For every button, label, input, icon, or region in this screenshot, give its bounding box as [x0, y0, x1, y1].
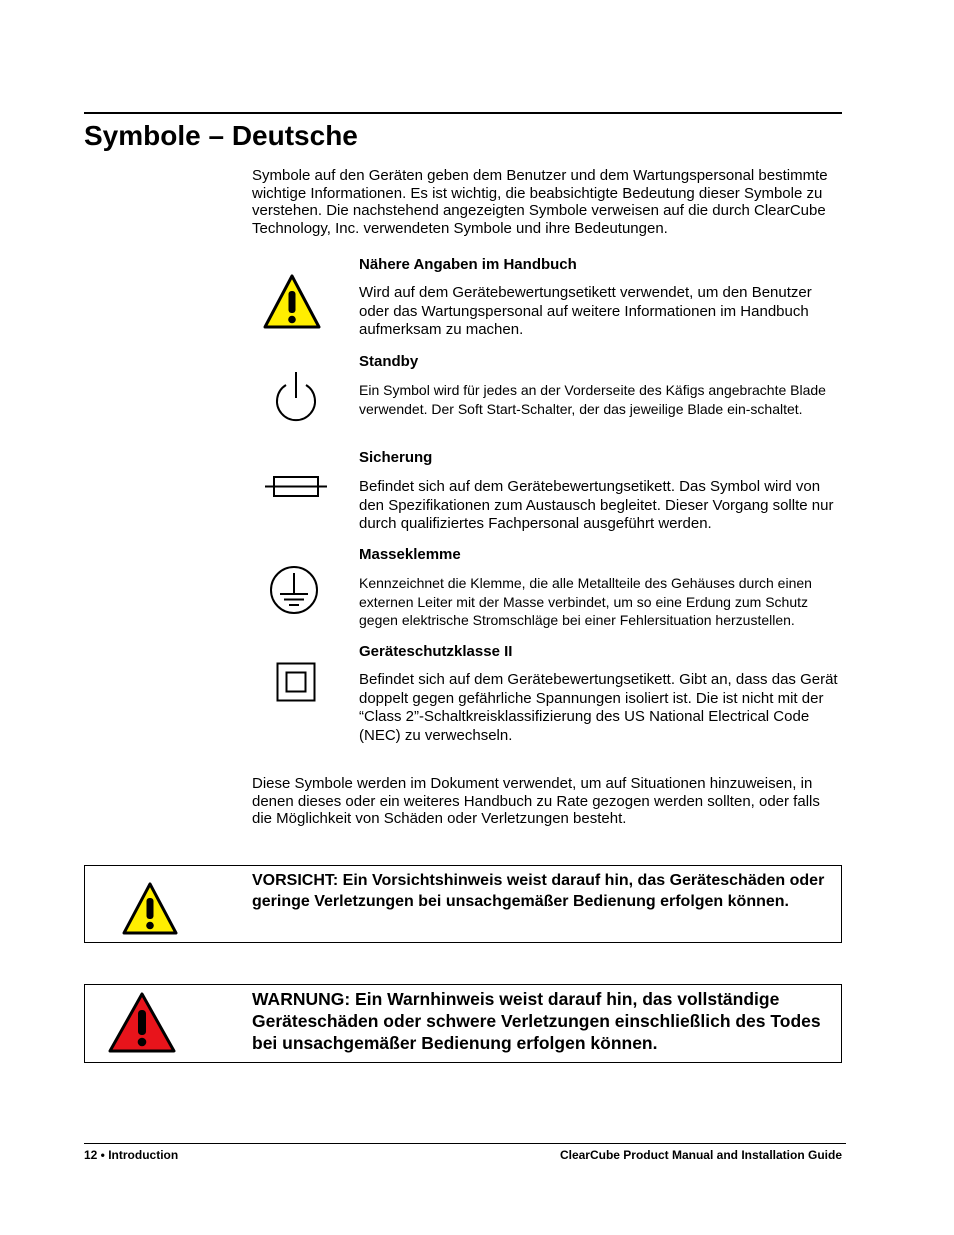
power-standby-icon [272, 370, 320, 424]
symbol-heading-class2: Geräteschutzklasse II [359, 643, 513, 660]
outro-paragraph: Diese Symbole werden im Dokument verwendet, um auf Situationen hinzuweisen, in denen dieses oder ein weiteres Handbuch zu Rate gezogen werden sollten, oder falls die Möglichkeit von Schäden oder Verletzungen besteht. [252, 775, 820, 828]
top-rule [84, 112, 842, 114]
intro-paragraph: Symbole auf den Geräten geben dem Benutzer und dem Wartungspersonal bestimmte wichtige Informationen. Es ist wichtig, die beabsichtigte Bedeutung dieser Symbole zu verstehen. Die nachstehend angezeigten Symbole verweisen auf die durch ClearCube Technology, Inc. verwendeten Symbole und ihre Bedeutungen. [252, 167, 828, 237]
double-insulation-icon [276, 662, 316, 702]
warning-triangle-icon [262, 272, 322, 330]
symbol-desc-class2: Befindet sich auf dem Gerätebewertungsetikett. Gibt an, dass das Gerät doppelt gegen gefährliche Spannungen isoliert ist. Die ist nicht mit der “Class 2”-Schaltkreisklassifizierung des US National Electrical Code (NEC) zu verwechseln. [359, 671, 838, 745]
symbol-heading-fuse: Sicherung [359, 449, 433, 466]
caution-text: VORSICHT: Ein Vorsichtshinweis weist darauf hin, das Geräteschäden oder geringe Verletzungen bei unsachgemäßer Bedienung erfolgen können. [252, 872, 825, 910]
caution-notice [84, 865, 842, 943]
symbol-heading-manual: Nähere Angaben im Handbuch [359, 256, 577, 273]
symbol-desc-manual: Wird auf dem Gerätebewertungsetikett verwendet, um den Benutzer oder das Wartungspersonal auf weitere Informationen im Handbuch aufmerksam zu machen. [359, 284, 812, 339]
footer-page-label: 12 • Introduction [84, 1148, 179, 1162]
symbol-desc-ground: Kennzeichnet die Klemme, die alle Metallteile des Gehäuses durch einen externen Leiter mit der Masse verbindet, um so eine Erdung zum Schutz gegen elektrische Stromschläge bei einer Fehlersituation herzustellen. [359, 575, 812, 629]
footer-rule [84, 1143, 846, 1144]
footer-manual-title: ClearCube Product Manual and Installation Guide [559, 1148, 842, 1162]
warning-text: WARNUNG: Ein Warnhinweis weist darauf hin, das vollständige Geräteschäden oder schwere Verletzungen einschließlich des Todes bei unsachgemäßer Bedienung erfolgen können. [252, 989, 821, 1053]
symbol-desc-fuse: Befindet sich auf dem Gerätebewertungsetikett. Das Symbol wird von den Spezifikationen zum Austausch begleitet. Dieser Vorgang sollte nur durch qualifiziertes Fachpersonal ausgeführt werden. [359, 478, 834, 533]
symbol-heading-ground: Masseklemme [359, 546, 461, 563]
caution-triangle-icon [121, 880, 179, 936]
fuse-icon [264, 474, 328, 500]
symbol-desc-standby: Ein Symbol wird für jedes an der Vorderseite des Käfigs angebrachte Blade verwendet. Der Soft Start-Schalter, der das jeweilige Blade ein-schaltet. [359, 382, 826, 417]
symbol-heading-standby: Standby [359, 353, 419, 370]
page-title: Symbole – Deutsche [84, 120, 358, 151]
protective-earth-icon [268, 564, 320, 616]
warning-notice [84, 984, 842, 1063]
warning-red-triangle-icon [107, 990, 177, 1054]
